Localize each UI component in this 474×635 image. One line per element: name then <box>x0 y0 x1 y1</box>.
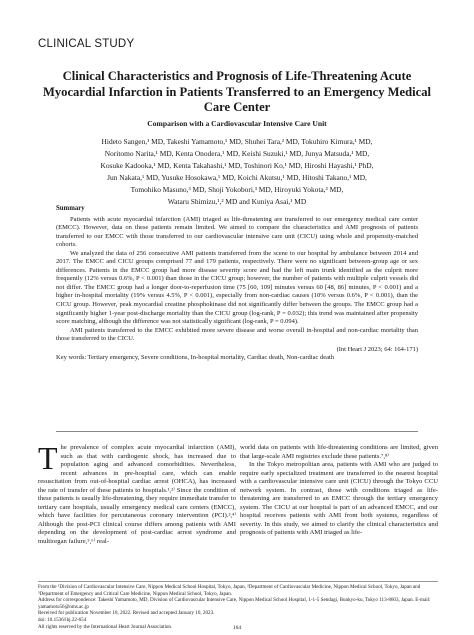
author-line: Kosuke Kadooka,¹ MD, Kenta Takahashi,¹ MD, Toshinori Ko,¹ MD, Hiroshi Hayashi,¹ PhD, <box>100 161 374 170</box>
author-line: Hideto Sangen,¹ MD, Takeshi Yamamoto,¹ MD, Shuhei Tara,² MD, Tokuhiro Kimura,¹ MD, <box>101 137 373 146</box>
body-paragraph <box>38 440 236 547</box>
correspondence-note: Address for correspondence: Takeshi Yamamoto, MD, Division of Cardiovascular Intensive Care, Nippon Medical School Hospital, 1-1-5 Sendagi, Bunkyo-ku, Tokyo 113-8603, Japan. E-mail: yamamoto56@nms.ac.jp <box>38 597 431 610</box>
affiliations-note: From the ¹Division of Cardiovascular Intensive Care, Nippon Medical School Hospital, Tokyo, Japan, ²Department of Cardiovascular Medicine, Nippon Medical School, Tokyo, Japan and ³Department of Emergency and Critical Care Medicine, Nippon Medical School, Tokyo, Japan. <box>38 584 421 597</box>
rights-note: All rights reserved by the International Heart Journal Association. <box>38 623 173 630</box>
page-number: 164 <box>232 625 242 631</box>
body-column-left <box>38 440 236 547</box>
article-subtitle: Comparison with a Cardiovascular Intensive Care Unit <box>147 119 327 128</box>
footnote-divider <box>38 581 438 582</box>
abstract-paragraph: AMI patients transferred to the EMCC exhibited more severe disease and worse overall in-hospital and non-cardiac mortality than those transferred to the CICU. <box>56 326 418 343</box>
doi-note: doi: 10.1536/ihj.22-654 <box>38 616 87 623</box>
abstract-paragraph: Patients with acute myocardial infarction (AMI) triaged as life-threatening are transferred to our emergency medical care center (EMCC). However, data on these patients remain limited. We aimed to compare the characteristics and AMI prognosis of patients transferred to our EMCC with those transferred to our cardiovascular intensive care unit (CICU) using whole and propensity-matched cohorts. <box>56 215 418 249</box>
body-text: he prevalence of complex acute myocardial infarction (AMI), such as that with cardiogenic shock, has increased due to population aging and advanced comorbidities. Nevertheless, recent advances in pre-hospital care, which can enable resuscitation from out-of-hospital cardiac arrest (OHCA), has increased the rate of transfer of these patients to hospitals.¹,²⁾ Since the condition of these patients is usually life-threatening, they require immediate transfer to tertiary care hospitals, usually emergency medical care centers (EMCC), which have facilities for percutaneous coronary intervention (PCI).³,⁴⁾ Although the post-PCI clinical course differs among patients with AMI depending on the development of post-cardiac arrest syndrome and multiorgan failure,⁵,⁶⁾ real- <box>38 444 236 546</box>
footnotes <box>38 584 438 630</box>
author-line: Wataru Shimizu,¹,² MD and Kuniya Asai,¹ MD <box>167 197 307 206</box>
drop-cap: T <box>38 440 58 476</box>
author-line: Jun Nakata,¹ MD, Yusuke Hosokawa,¹ MD, Koichi Akutsu,¹ MD, Hitoshi Takano,¹ MD, <box>107 173 367 182</box>
author-list <box>40 136 434 208</box>
received-note: Received for publication November 18, 2022. Revised and accepted January 10, 2023. <box>38 610 215 617</box>
author-line: Noritomo Narita,¹ MD, Kenta Onodera,¹ MD, Keishi Suzuki,¹ MD, Junya Matsuda,¹ MD, <box>104 149 370 158</box>
section-label: CLINICAL STUDY <box>38 38 135 50</box>
body-paragraph: In the Tokyo metropolitan area, patients with AMI who are judged to require early specialized treatment are transferred to the nearest hospital with a cardiovascular intensive care unit (CICU) through the Tokyo CCU network system. In contrast, those with conditions triaged as life-threatening are transferred to an EMCC through the tertiary emergency system. The CICU at our hospital is part of an advanced EMCC, and our hospital receives patients with AMI from both systems, regardless of severity. In this study, we aimed to clarify the clinical characteristics and prognosis of patients with AMI triaged as life- <box>240 461 438 537</box>
journal-citation: (Int Heart J 2023; 64: 164-171) <box>336 345 418 353</box>
abstract-heading: Summary <box>56 205 85 212</box>
author-line: Tomohiko Masuno,³ MD, Shoji Yokobori,³ MD, Hiroyuki Yokota,³ MD, <box>130 185 344 194</box>
abstract-paragraph: We analyzed the data of 256 consecutive AMI patients transferred from the scene to our hospital by ambulance between 2014 and 2017. The EMCC and CICU groups comprised 77 and 179 patients, respectively. There were no significant between-group age or sex differences. Patients in the EMCC group had more disease severity score and had the left main trunk identified as the culprit more frequently (12% versus 0.6%, P < 0.001) than those in the CICU group; however, the number of patients with multiple culprit vessels did not differ. The EMCC group had a longer door-to-reperfusion time (75 [60, 109] minutes versus 60 [48, 86] minutes, P < 0.001) and a higher in-hospital mortality (19% versus 4.5%, P < 0.001), especially from non-cardiac causes (10% versus 0.6%, P < 0.001), than the CICU group. However, peak myocardial creatine phosphokinase did not significantly differ between the groups. The EMCC group had a significantly higher 1-year post-discharge mortality than the CICU group (log-rank, P = 0.032); this trend was maintained after propensity score matching, although the difference was not statistically significant (log-rank, P = 0.094). <box>56 249 418 326</box>
body-column-right <box>240 444 438 538</box>
abstract <box>56 205 418 363</box>
article-title: Clinical Characteristics and Prognosis of Life-Threatening Acute Myocardial Infarction in Patients Transferred to an Emergency Medical Care Center <box>42 69 432 114</box>
keywords: Key words: Tertiary emergency, Severe conditions, In-hospital mortality, Cardiac death, Non-cardiac death <box>56 354 335 362</box>
abstract-divider <box>56 431 418 432</box>
body-paragraph: world data on patients with life-threatening conditions are limited, given that large-scale AMI registries exclude these patients.⁷,⁸⁾ <box>240 444 438 460</box>
